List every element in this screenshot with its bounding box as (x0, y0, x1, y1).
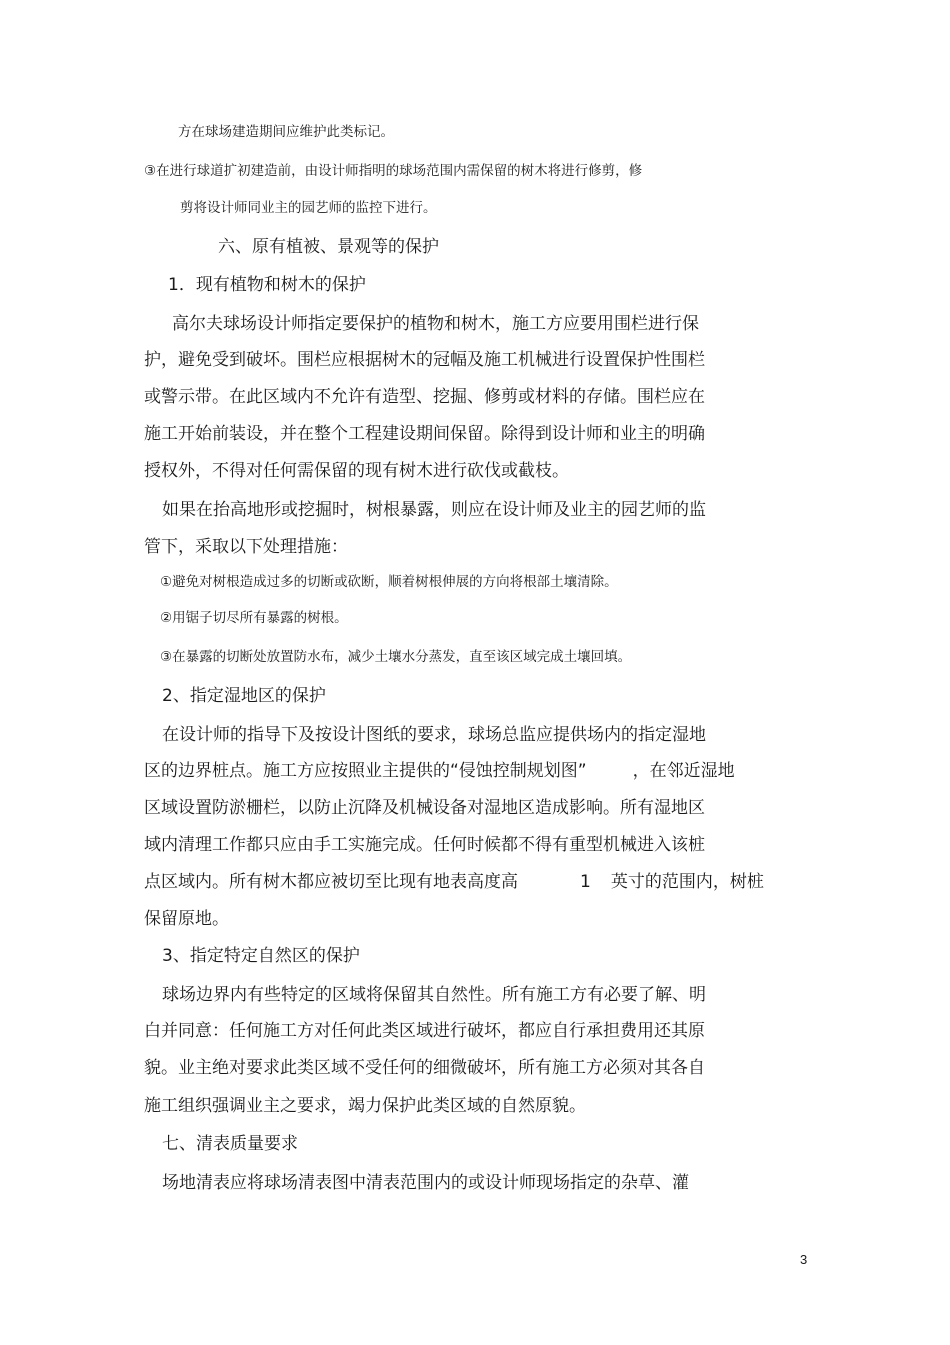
paragraph-line: 剪将设计师同业主的园艺师的监控下进行。 (180, 200, 437, 216)
paragraph-line: 球场边界内有些特定的区域将保留其自然性。所有施工方有必要了解、明 (162, 985, 706, 1005)
paragraph-line: 授权外，不得对任何需保留的现有树木进行砍伐或截枝。 (144, 461, 569, 481)
subsection-heading: 3、指定特定自然区的保护 (162, 946, 360, 966)
text-segment: 英寸的范围内，树桩 (610, 872, 764, 892)
paragraph-line: 或警示带。在此区域内不允许有造型、挖掘、修剪或材料的存储。围栏应在 (144, 387, 705, 407)
list-item: ①避免对树根造成过多的切断或砍断，顺着树根伸展的方向将根部土壤清除。 (160, 574, 618, 590)
list-item: ③在进行球道扩初建造前，由设计师指明的球场范围内需保留的树木将进行修剪，修 (144, 163, 643, 179)
section-heading: 七、清表质量要求 (162, 1134, 298, 1154)
text-segment: 区的边界桩点。施工方应按照业主提供的“侵蚀控制规划图” (144, 761, 587, 781)
paragraph-line: 如果在抬高地形或挖掘时，树根暴露，则应在设计师及业主的园艺师的监 (162, 500, 706, 520)
paragraph-line: 白并同意：任何施工方对任何此类区域进行破坏，都应自行承担费用还其原 (144, 1021, 705, 1041)
paragraph-line: 护，避免受到破坏。围栏应根据树木的冠幅及施工机械进行设置保护性围栏 (144, 350, 705, 370)
text-segment: 点区域内。所有树木都应被切至比现有地表高度高 (144, 872, 518, 892)
paragraph-line (144, 874, 764, 891)
list-item: ③在暴露的切断处放置防水布，减少土壤水分蒸发，直至该区域完成土壤回填。 (160, 649, 632, 665)
list-item: ②用锯子切尽所有暴露的树根。 (160, 610, 348, 626)
subsection-heading: 1．现有植物和树木的保护 (168, 275, 366, 295)
section-heading: 六、原有植被、景观等的保护 (218, 237, 439, 257)
paragraph-line: 场地清表应将球场清表图中清表范围内的或设计师现场指定的杂草、灌 (162, 1173, 689, 1193)
paragraph-line: 施工组织强调业主之要求，竭力保护此类区域的自然原貌。 (144, 1096, 586, 1116)
page-number: 3 (800, 1252, 808, 1267)
paragraph-line: 方在球场建造期间应维护此类标记。 (178, 124, 394, 140)
paragraph-line: 管下，采取以下处理措施： (144, 537, 348, 557)
paragraph-line: 在设计师的指导下及按设计图纸的要求，球场总监应提供场内的指定湿地 (162, 725, 706, 745)
paragraph-line: 区域设置防淤栅栏，以防止沉降及机械设备对湿地区造成影响。所有湿地区 (144, 798, 705, 818)
paragraph-line: 高尔夫球场设计师指定要保护的植物和树木，施工方应要用围栏进行保 (172, 314, 699, 334)
paragraph-line: 貌。业主绝对要求此类区域不受任何的细微破坏，所有施工方必须对其各自 (144, 1058, 705, 1078)
subsection-heading: 2、指定湿地区的保护 (162, 686, 326, 706)
paragraph-line: 保留原地。 (144, 909, 229, 929)
paragraph-line: 域内清理工作都只应由手工实施完成。任何时候都不得有重型机械进入该桩 (144, 835, 705, 855)
paragraph-line (144, 763, 735, 780)
text-segment: 1 (580, 872, 591, 892)
paragraph-line: 施工开始前装设，并在整个工程建设期间保留。除得到设计师和业主的明确 (144, 424, 705, 444)
text-segment: ，在邻近湿地 (632, 761, 735, 781)
